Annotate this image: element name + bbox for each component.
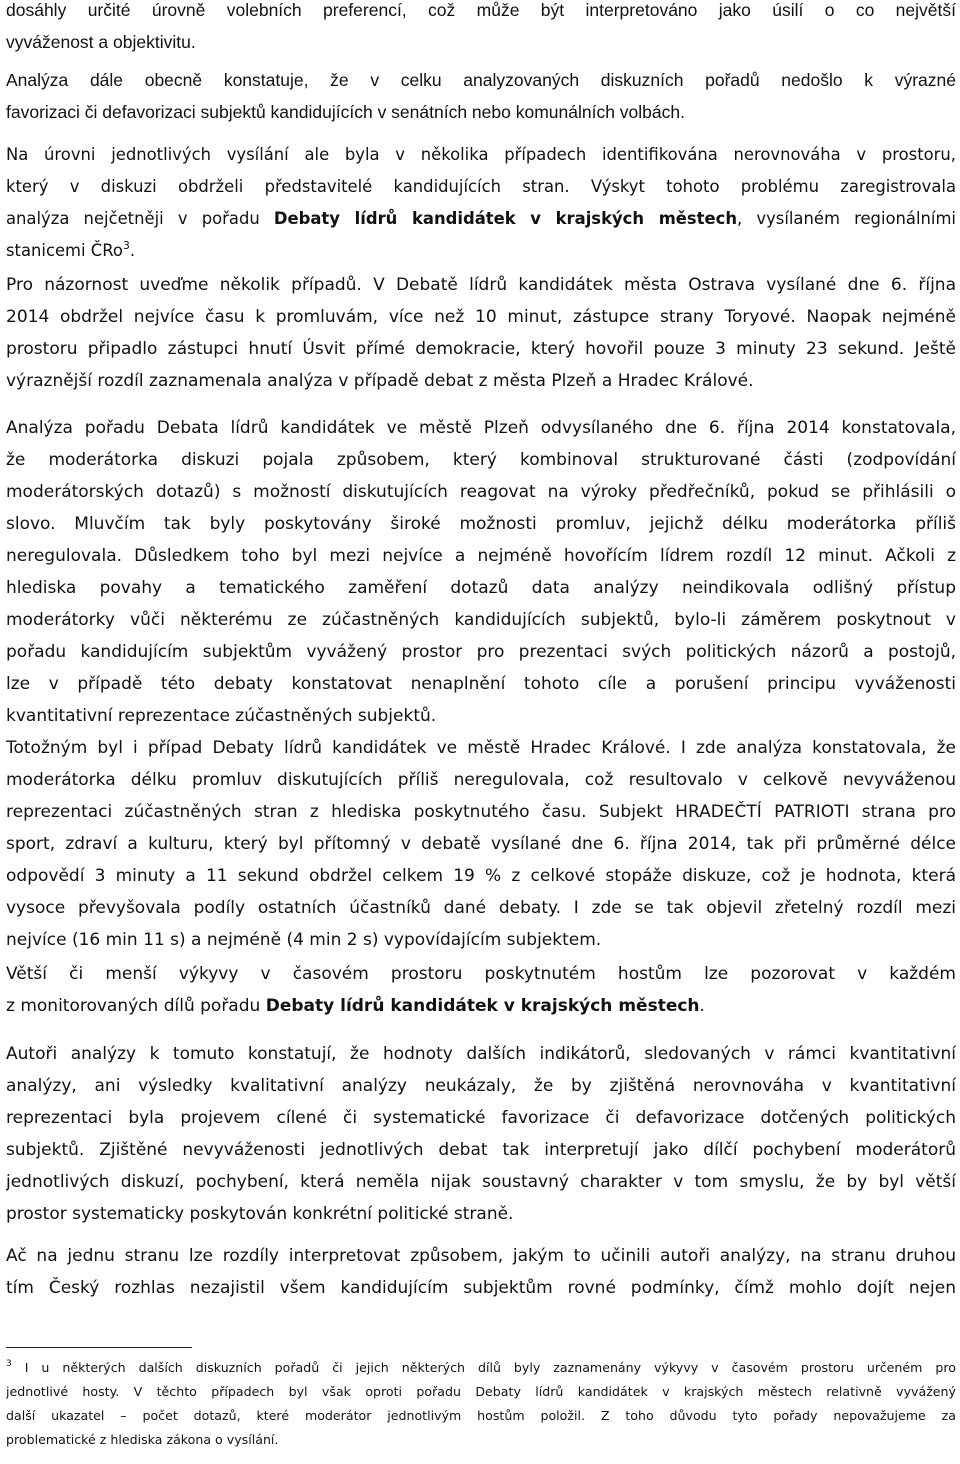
text-line: odpovědí 3 minuty a 11 sekund obdržel celkem 19 % z celkové stopáže diskuze, což je hodnota, která — [6, 866, 956, 886]
text-line: kvantitativní reprezentace zúčastněných subjektů. — [6, 706, 437, 726]
text-line — [6, 235, 956, 267]
paragraph-2 — [6, 64, 956, 128]
text-line: že moderátorka diskuzi pojala způsobem, který kombinoval strukturované části (zodpovídání — [6, 450, 956, 470]
footnote-line: další ukazatel – počet dotazů, které moderátor jednotlivým hostům položil. Z toho důvodu tyto pořady nepovažujeme za — [6, 1408, 956, 1423]
text-line: moderátorských dotazů) s možností diskutujících reagovat na výroky předřečníků, pokud se přihlásili o — [6, 482, 956, 502]
text-segment: . — [699, 996, 705, 1016]
text-line: Větší či menší výkyvy v časovém prostoru poskytnutém hostům lze pozorovat v každém — [6, 964, 956, 984]
paragraph-5 — [6, 412, 956, 732]
footnote-number: 3 — [6, 1359, 12, 1369]
text-line: slovo. Mluvčím tak byly poskytovány široké možnosti promluv, jejichž délku moderátorka příliš — [6, 514, 956, 534]
text-line: Analýza dále obecně konstatuje, že v celku analyzovaných diskuzních pořadů nedošlo k výrazné — [6, 70, 956, 90]
text-line: Pro názornost uveďme několik případů. V Debatě lídrů kandidátek města Ostrava vysílané dne 6. října — [6, 275, 956, 295]
text-line: nejvíce (16 min 11 s) a nejméně (4 min 2 s) vypovídajícím subjektem. — [6, 930, 602, 950]
text-line: hlediska povahy a tematického zaměření dotazů data analýzy neindikovala odlišný přístup — [6, 578, 956, 598]
programme-title: Debaty lídrů kandidátek v krajských městech — [273, 209, 737, 228]
text-line: lze v případě této debaty konstatovat nenaplnění tohoto cíle a porušení principu vyváženosti — [6, 674, 956, 694]
text-line: prostoru připadlo zástupci hnutí Úsvit přímé demokracie, který hovořil pouze 3 minuty 23 sekund. Ještě — [6, 339, 956, 359]
text-line: Ač na jednu stranu lze rozdíly interpretovat způsobem, jakým to učinili autoři analýzy, na stranu druhou — [6, 1246, 956, 1266]
text-line: dosáhly určité úrovně volebních preferencí, což může být interpretováno jako úsilí o co největší — [6, 0, 956, 20]
text-segment: stanicemi ČRo — [6, 241, 123, 260]
text-segment: z monitorovaných dílů pořadu — [6, 996, 266, 1016]
paragraph-8 — [6, 1038, 956, 1230]
text-line: pořadu kandidujícím subjektům vyvážený prostor pro prezentaci svých politických názorů a postojů, — [6, 642, 956, 662]
footnote — [6, 1356, 956, 1452]
text-line: vysoce převyšovala podíly ostatních účastníků dané debaty. I zde se tak objevil zřetelný rozdíl mezi — [6, 898, 956, 918]
programme-title: Debaty lídrů kandidátek v krajských městech — [265, 996, 700, 1016]
paragraph-9 — [6, 1240, 956, 1304]
text-segment: , vysílaném regionálními — [737, 209, 956, 228]
text-line: moderátorka délku promluv diskutujících příliš neregulovala, což resultovalo v celkově nevyváženou — [6, 770, 956, 790]
text-line: jednotlivých diskuzí, pochybení, která neměla nijak soustavný charakter v tom smyslu, že by byl větší — [6, 1172, 956, 1192]
paragraph-6 — [6, 732, 956, 956]
text-segment: . — [129, 241, 136, 260]
text-line: neregulovala. Důsledkem toho byl mezi nejvíce a nejméně hovořícím lídrem rozdíl 12 minut. Ačkoli z — [6, 546, 956, 566]
text-line: Autoři analýzy k tomuto konstatují, že hodnoty dalších indikátorů, sledovaných v rámci kvantitativní — [6, 1044, 956, 1064]
footnote-line — [6, 1356, 956, 1380]
text-line: který v diskuzi obdrželi představitelé kandidujících stran. Výskyt tohoto problému zaregistrovala — [6, 177, 956, 196]
text-line: sport, zdraví a kulturu, který byl přítomný v debatě vysílané dne 6. října 2014, tak při průměrné délce — [6, 834, 956, 854]
text-line: analýzy, ani výsledky kvalitativní analýzy neukázaly, že by zjištěná nerovnováha v kvantitativní — [6, 1076, 956, 1096]
text-line: prostor systematicky poskytován konkrétní politické straně. — [6, 1204, 514, 1224]
text-line — [6, 990, 956, 1022]
text-line: Analýza pořadu Debata lídrů kandidátek ve městě Plzeň odvysílaného dne 6. října 2014 konstatovala, — [6, 418, 956, 438]
text-line: reprezentaci zúčastněných stran z hlediska poskytnutého času. Subjekt HRADEČTÍ PATRIOTI strana pro — [6, 802, 956, 822]
text-line: moderátorky vůči některému ze zúčastněných kandidujících subjektů, bylo-li záměrem poskytnout v — [6, 610, 956, 630]
text-line: Totožným byl i případ Debaty lídrů kandidátek ve městě Hradec Králové. I zde analýza konstatovala, že — [6, 738, 956, 758]
footnote-line: jednotlivé hosty. V těchto případech byl však oproti pořadu Debaty lídrů kandidátek v krajských městech relativně vyvážený — [6, 1384, 956, 1399]
paragraph-1 — [6, 0, 956, 58]
text-line: výraznější rozdíl zaznamenala analýza v případě debat z města Plzeň a Hradec Králové. — [6, 371, 754, 391]
text-line: reprezentaci byla projevem cílené či systematické favorizace či defavorizace dotčených politických — [6, 1108, 956, 1128]
text-line: subjektů. Zjištěné nevyváženosti jednotlivých debat tak interpretují jako dílčí pochybení moderátorů — [6, 1140, 956, 1160]
footnote-reference: 3 — [122, 239, 130, 252]
footnote-line: problematické z hlediska zákona o vysílání. — [6, 1432, 279, 1447]
text-line: tím Český rozhlas nezajistil všem kandidujícím subjektům rovné podmínky, čímž mohlo dojít nejen — [6, 1278, 956, 1298]
paragraph-4 — [6, 269, 956, 397]
text-line — [6, 203, 956, 235]
text-line: 2014 obdržel nejvíce času k promluvám, více než 10 minut, zástupce strany Toryové. Naopak nejméně — [6, 307, 956, 327]
text-segment: I u některých dalších diskuzních pořadů či jejich některých dílů byly zaznamenány výkyvy v časovém prostoru určeném pro — [24, 1360, 956, 1375]
text-line: favorizaci či defavorizaci subjektů kandidujících v senátních nebo komunálních volbách. — [6, 102, 685, 122]
text-segment: analýza nejčetněji v pořadu — [6, 209, 274, 228]
paragraph-7 — [6, 958, 956, 1022]
text-line: Na úrovni jednotlivých vysílání ale byla v několika případech identifikována nerovnováha v prostoru, — [6, 145, 956, 164]
footnote-separator — [6, 1347, 192, 1348]
paragraph-3 — [6, 139, 956, 267]
text-line: vyváženost a objektivitu. — [6, 32, 196, 52]
